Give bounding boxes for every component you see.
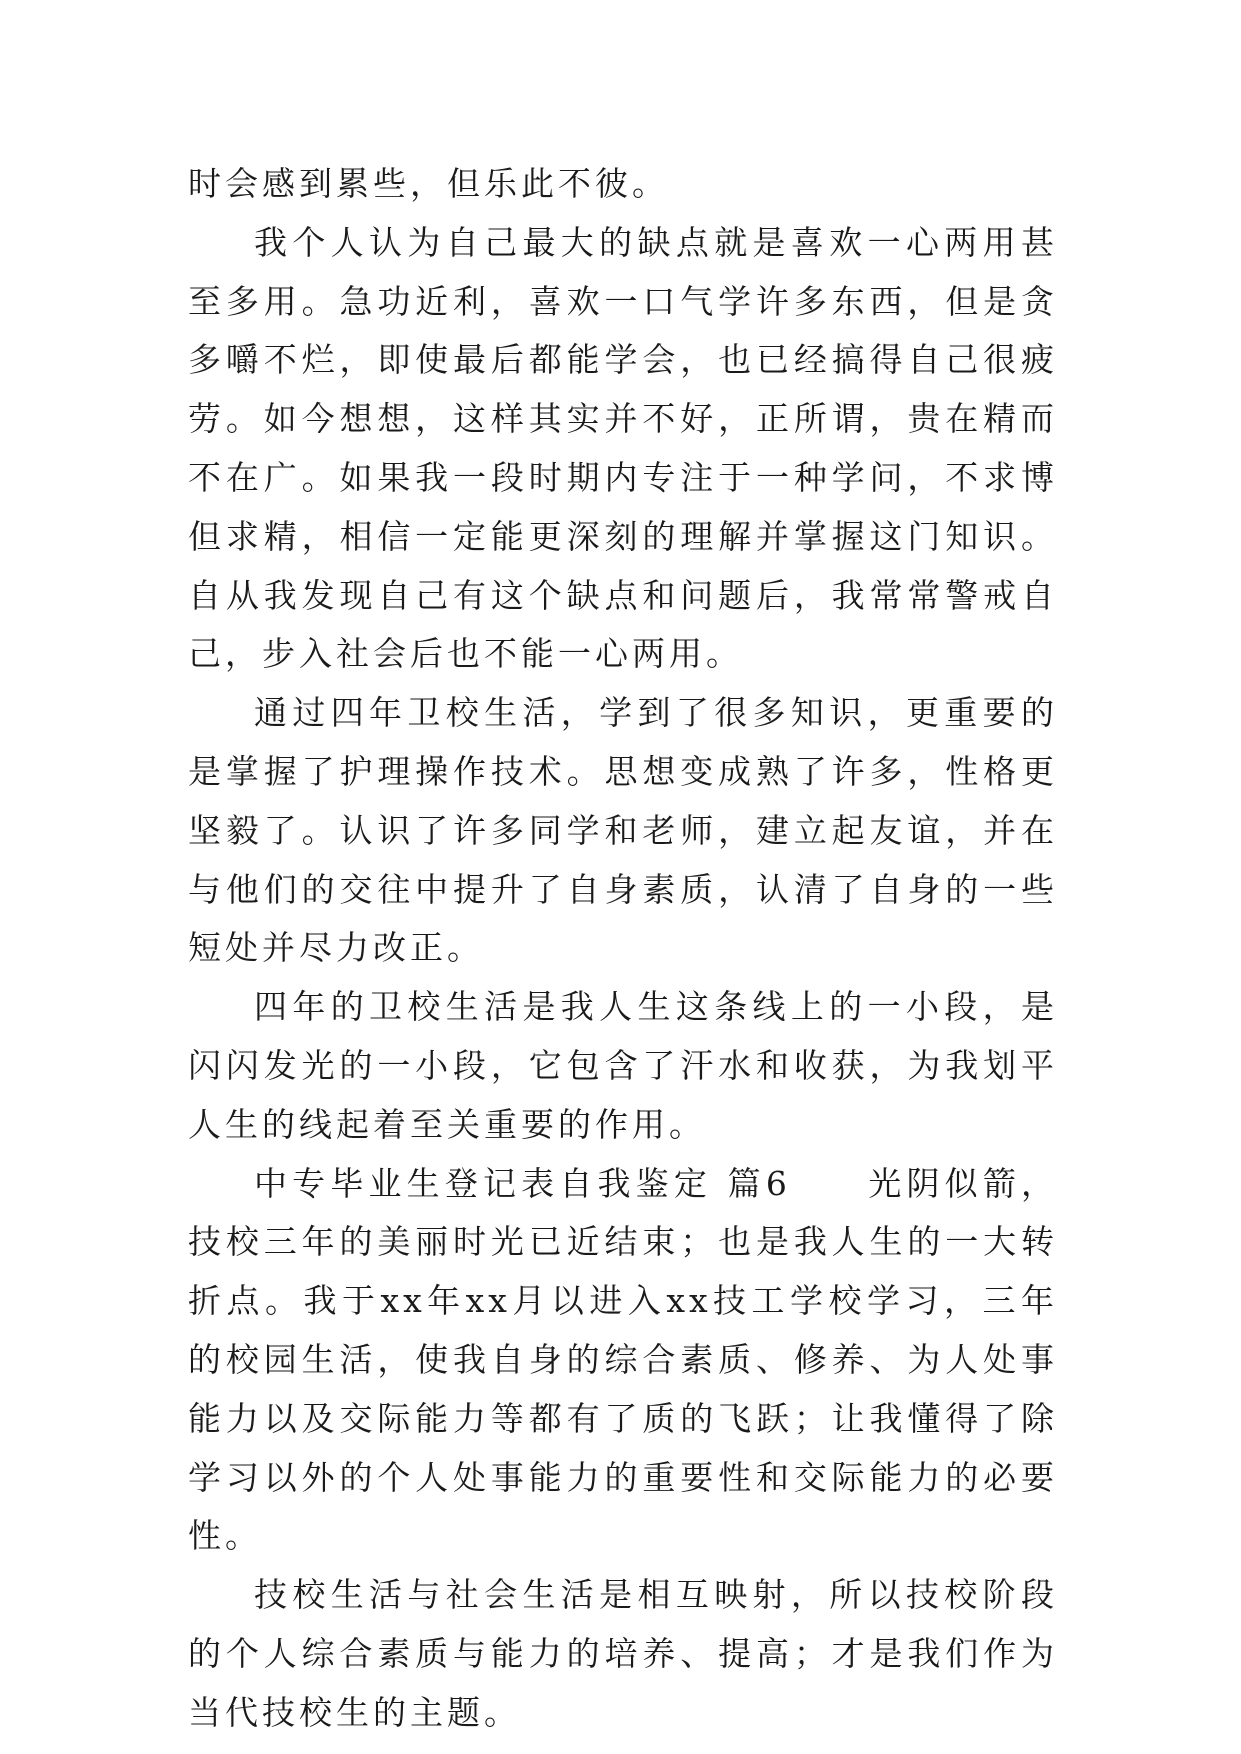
paragraph: 技校生活与社会生活是相互映射，所以技校阶段的个人综合素质与能力的培养、提高；才是我们作为当代技校生的主题。: [188, 1575, 1058, 1732]
paragraph: 时会感到累些，但乐此不彼。: [188, 164, 669, 203]
document-body: [188, 155, 1058, 1743]
paragraph: 我个人认为自己最大的缺点就是喜欢一心两用甚至多用。急功近利，喜欢一口气学许多东西，但是贪多嚼不烂，即使最后都能学会，也已经搞得自己很疲劳。如今想想，这样其实并不好，正所谓，贵在精而不在广。如果我一段时期内专注于一种学问，不求博但求精，相信一定能更深刻的理解并掌握这门知识。自从我发现自己有这个缺点和问题后，我常常警戒自己，步入社会后也不能一心两用。: [188, 222, 1058, 674]
paragraph: 通过四年卫校生活，学到了很多知识，更重要的是掌握了护理操作技术。思想变成熟了许多，性格更坚毅了。认识了许多同学和老师，建立起友谊，并在与他们的交往中提升了自身素质，认清了自身的一些短处并尽力改正。: [188, 693, 1058, 968]
paragraph: 四年的卫校生活是我人生这条线上的一小段，是闪闪发光的一小段，它包含了汗水和收获，为我划平人生的线起着至关重要的作用。: [188, 987, 1058, 1144]
paragraph: 中专毕业生登记表自我鉴定 篇6 光阴似箭，技校三年的美丽时光已近结束；也是我人生的一大转折点。我于xx年xx月以进入xx技工学校学习，三年的校园生活，使我自身的综合素质、修养、为人处事能力以及交际能力等都有了质的飞跃；让我懂得了除学习以外的个人处事能力的重要性和交际能力的必要性。: [188, 1163, 1058, 1556]
